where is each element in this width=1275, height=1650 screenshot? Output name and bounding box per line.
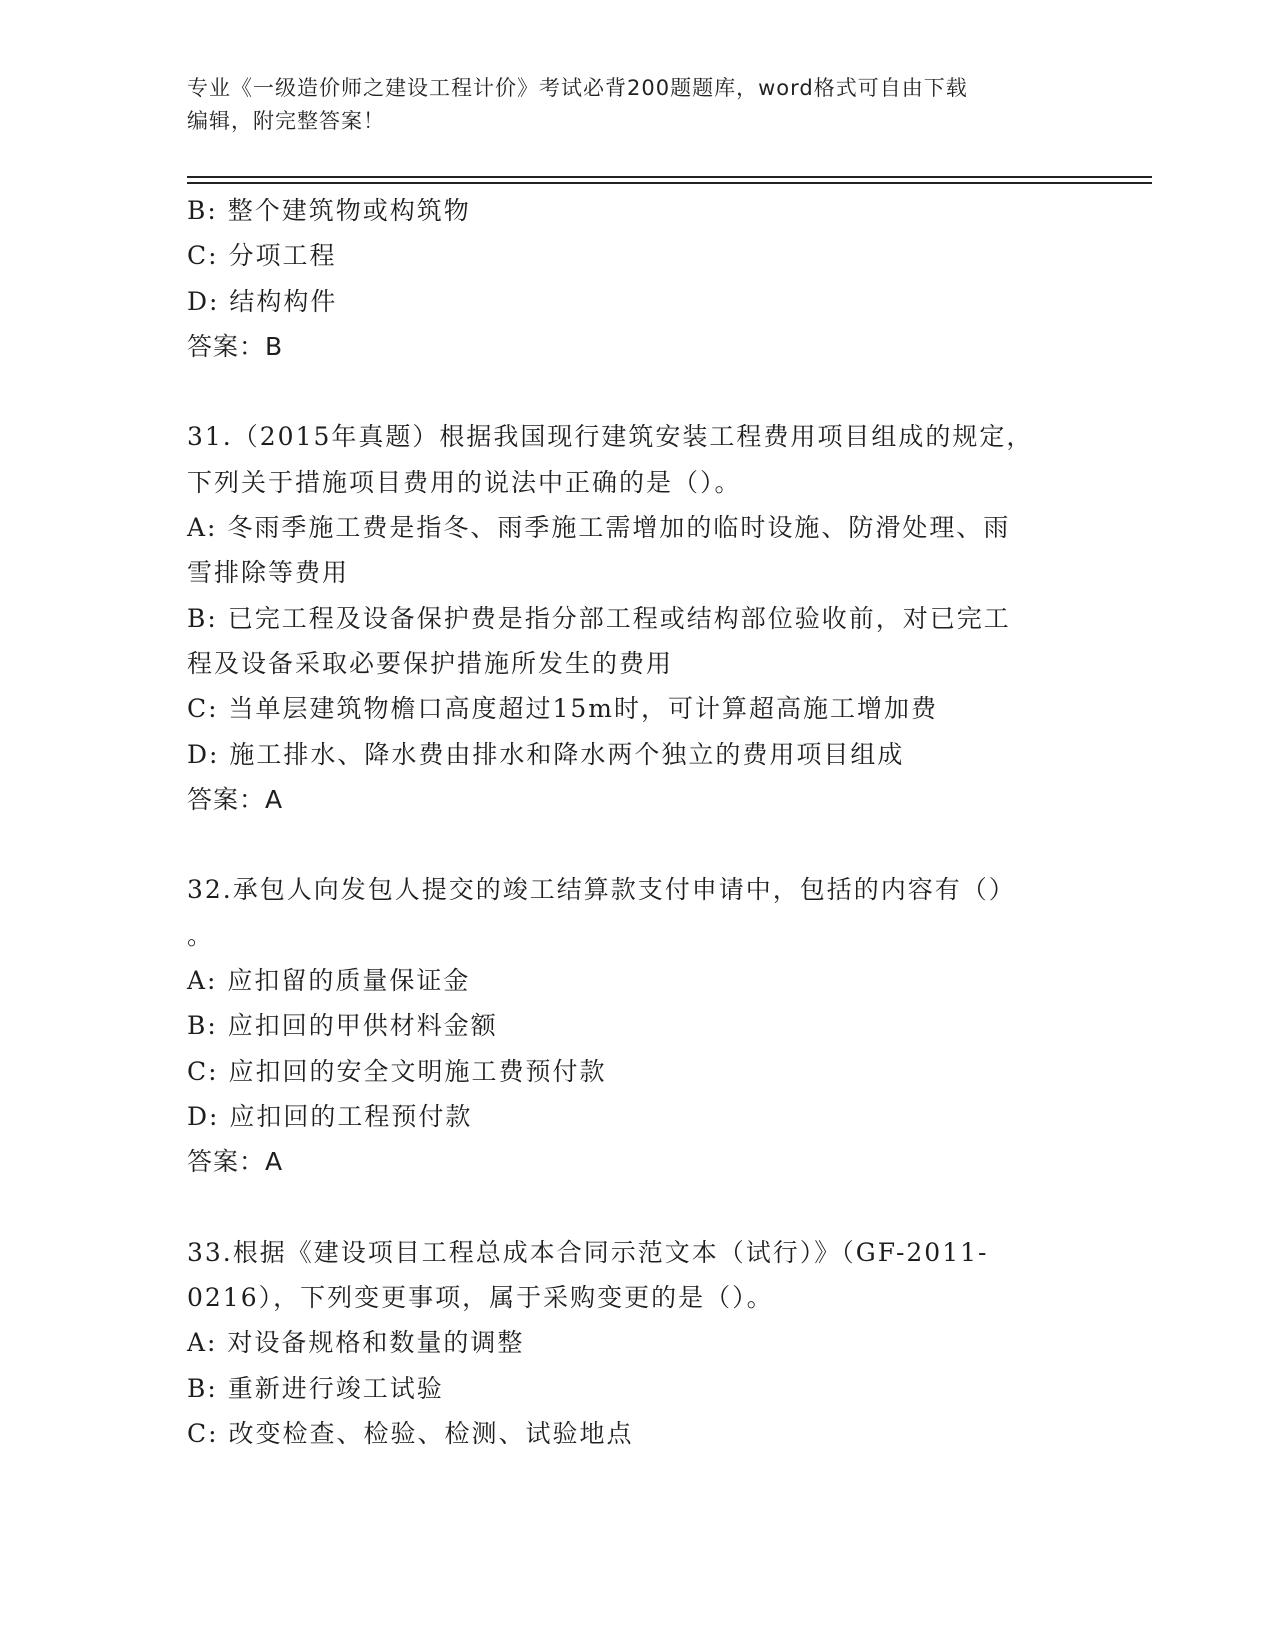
spacer [187,822,1087,867]
header-divider-top [187,176,1152,178]
option-c: C: 应扣回的安全文明施工费预付款 [187,1056,607,1086]
question-33 [187,1230,1087,1456]
header-line-2: 编辑，附完整答案！ [187,109,385,133]
question-31 [187,414,1087,822]
question-stem: 31.（2015年真题）根据我国现行建筑安装工程费用项目组成的规定， [187,422,1034,452]
answer-line: 答案：B [187,331,284,361]
question-30-tail [187,188,1087,369]
answer-line: 答案：A [187,784,284,814]
header-divider-bottom [187,182,1152,184]
option-d: D: 应扣回的工程预付款 [187,1101,473,1131]
option-c: C: 改变检查、检验、检测、试验地点 [187,1419,634,1449]
option-c: C: 当单层建筑物檐口高度超过15m时，可计算超高施工增加费 [187,694,939,724]
option-c: C: 分项工程 [187,241,337,271]
question-stem-cont: 下列关于措施项目费用的说法中正确的是（）。 [187,467,742,497]
answer-line: 答案：A [187,1147,284,1177]
question-stem-cont: 0216），下列变更事项，属于采购变更的是（）。 [187,1283,774,1313]
option-d: D: 施工排水、降水费由排水和降水两个独立的费用项目组成 [187,739,905,769]
option-a: A: 对设备规格和数量的调整 [187,1328,525,1358]
question-stem-cont: 。 [187,920,215,950]
option-b: B: 应扣回的甲供材料金额 [187,1011,498,1041]
header-line-1: 专业《一级造价师之建设工程计价》考试必背200题题库，word格式可自由下载 [187,76,968,100]
option-b-cont: 程及设备采取必要保护措施所发生的费用 [187,648,674,678]
question-stem: 33.根据《建设项目工程总成本合同示范文本（试行）》（GF-2011- [187,1237,989,1267]
option-a: A: 应扣留的质量保证金 [187,966,471,996]
option-b: B: 已完工程及设备保护费是指分部工程或结构部位验收前，对已完工 [187,603,1011,633]
option-b: B: 整个建筑物或构筑物 [187,196,471,225]
spacer [187,369,1087,414]
question-32 [187,867,1087,1184]
question-stem: 32.承包人向发包人提交的竣工结算款支付申请中，包括的内容有（） [187,875,1016,905]
option-a-cont: 雪排除等费用 [187,558,350,588]
document-header [187,72,1067,138]
option-b: B: 重新进行竣工试验 [187,1373,444,1403]
option-a: A: 冬雨季施工费是指冬、雨季施工需增加的临时设施、防滑处理、雨 [187,513,1011,543]
option-d: D: 结构构件 [187,286,338,316]
question-content [187,188,1087,1456]
spacer [187,1185,1087,1230]
